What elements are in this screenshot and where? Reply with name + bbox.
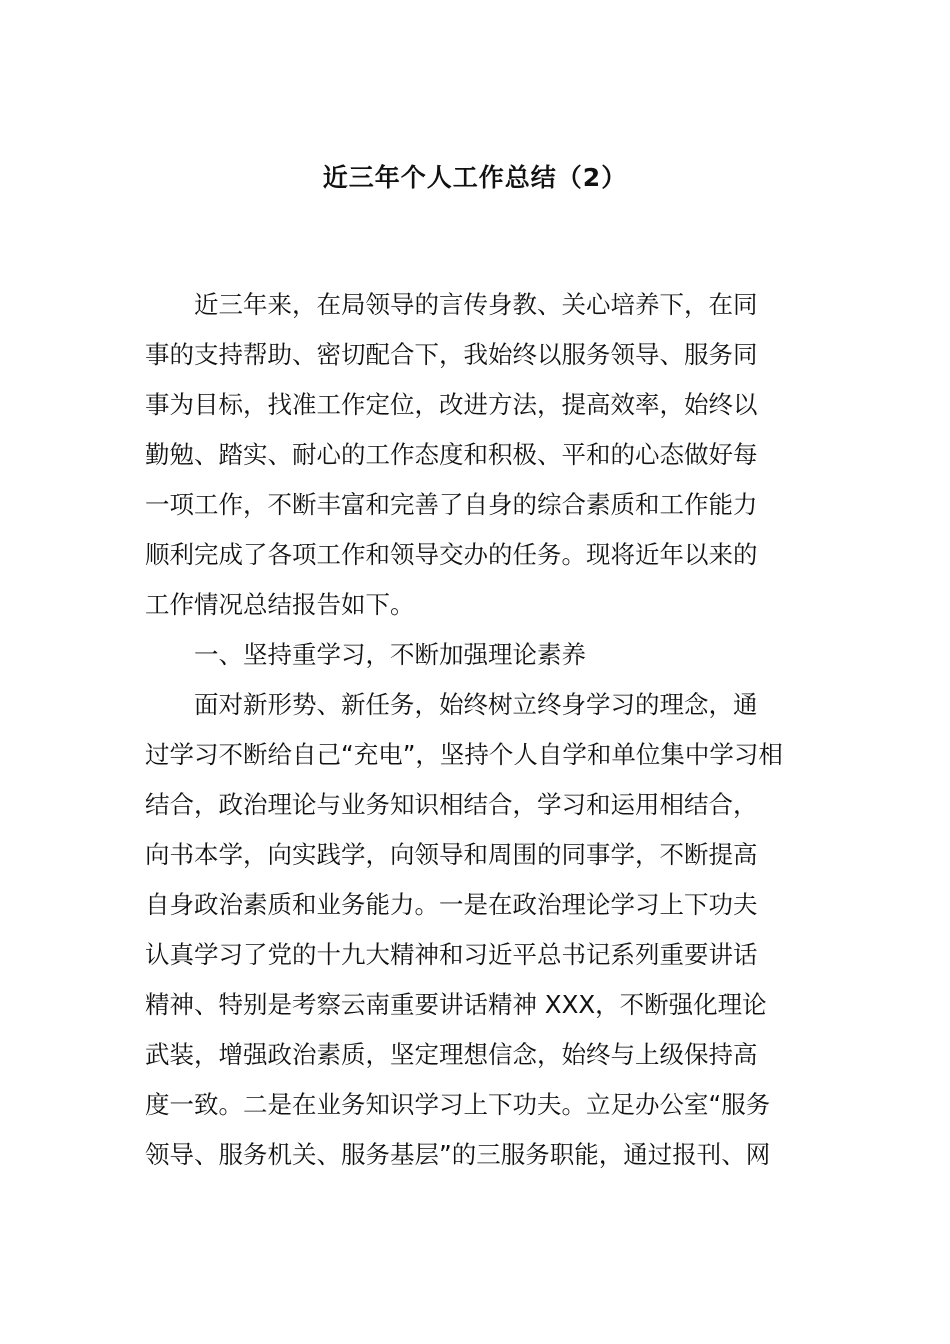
paragraph-line: 顺利完成了各项工作和领导交办的任务。现将近年以来的	[145, 540, 758, 569]
paragraph-line: 事的支持帮助、密切配合下，我始终以服务领导、服务同	[145, 340, 758, 369]
paragraph-line: 面对新形势、新任务，始终树立终身学习的理念，通	[194, 690, 758, 719]
paragraph-line: 事为目标，找准工作定位，改进方法，提高效率，始终以	[145, 390, 758, 419]
document-title: 近三年个人工作总结（2）	[322, 163, 628, 192]
paragraph-line: 武装，增强政治素质，坚定理想信念，始终与上级保持高	[145, 1040, 758, 1069]
paragraph-line: 工作情况总结报告如下。	[145, 590, 415, 619]
section-heading: 一、坚持重学习，不断加强理论素养	[194, 640, 586, 669]
paragraph-line: 一项工作，不断丰富和完善了自身的综合素质和工作能力	[145, 490, 758, 519]
paragraph-line: 向书本学，向实践学，向领导和周围的同事学，不断提高	[145, 840, 758, 869]
paragraph-line: 度一致。二是在业务知识学习上下功夫。立足办公室“服务	[145, 1090, 771, 1119]
paragraph-line: 过学习不断给自己“充电”，坚持个人自学和单位集中学习相	[145, 740, 783, 769]
paragraph-line: 勤勉、踏实、耐心的工作态度和积极、平和的心态做好每	[145, 440, 758, 469]
paragraph-line: 精神、特别是考察云南重要讲话精神 XXX，不断强化理论	[145, 990, 767, 1019]
paragraph-line: 领导、服务机关、服务基层”的三服务职能，通过报刊、网	[145, 1140, 771, 1169]
paragraph-line: 近三年来，在局领导的言传身教、关心培养下，在同	[194, 290, 758, 319]
paragraph-line: 结合，政治理论与业务知识相结合，学习和运用相结合，	[145, 790, 758, 819]
document-body	[145, 280, 805, 1180]
paragraph-line: 认真学习了党的十九大精神和习近平总书记系列重要讲话	[145, 940, 758, 969]
paragraph-line: 自身政治素质和业务能力。一是在政治理论学习上下功夫	[145, 890, 758, 919]
